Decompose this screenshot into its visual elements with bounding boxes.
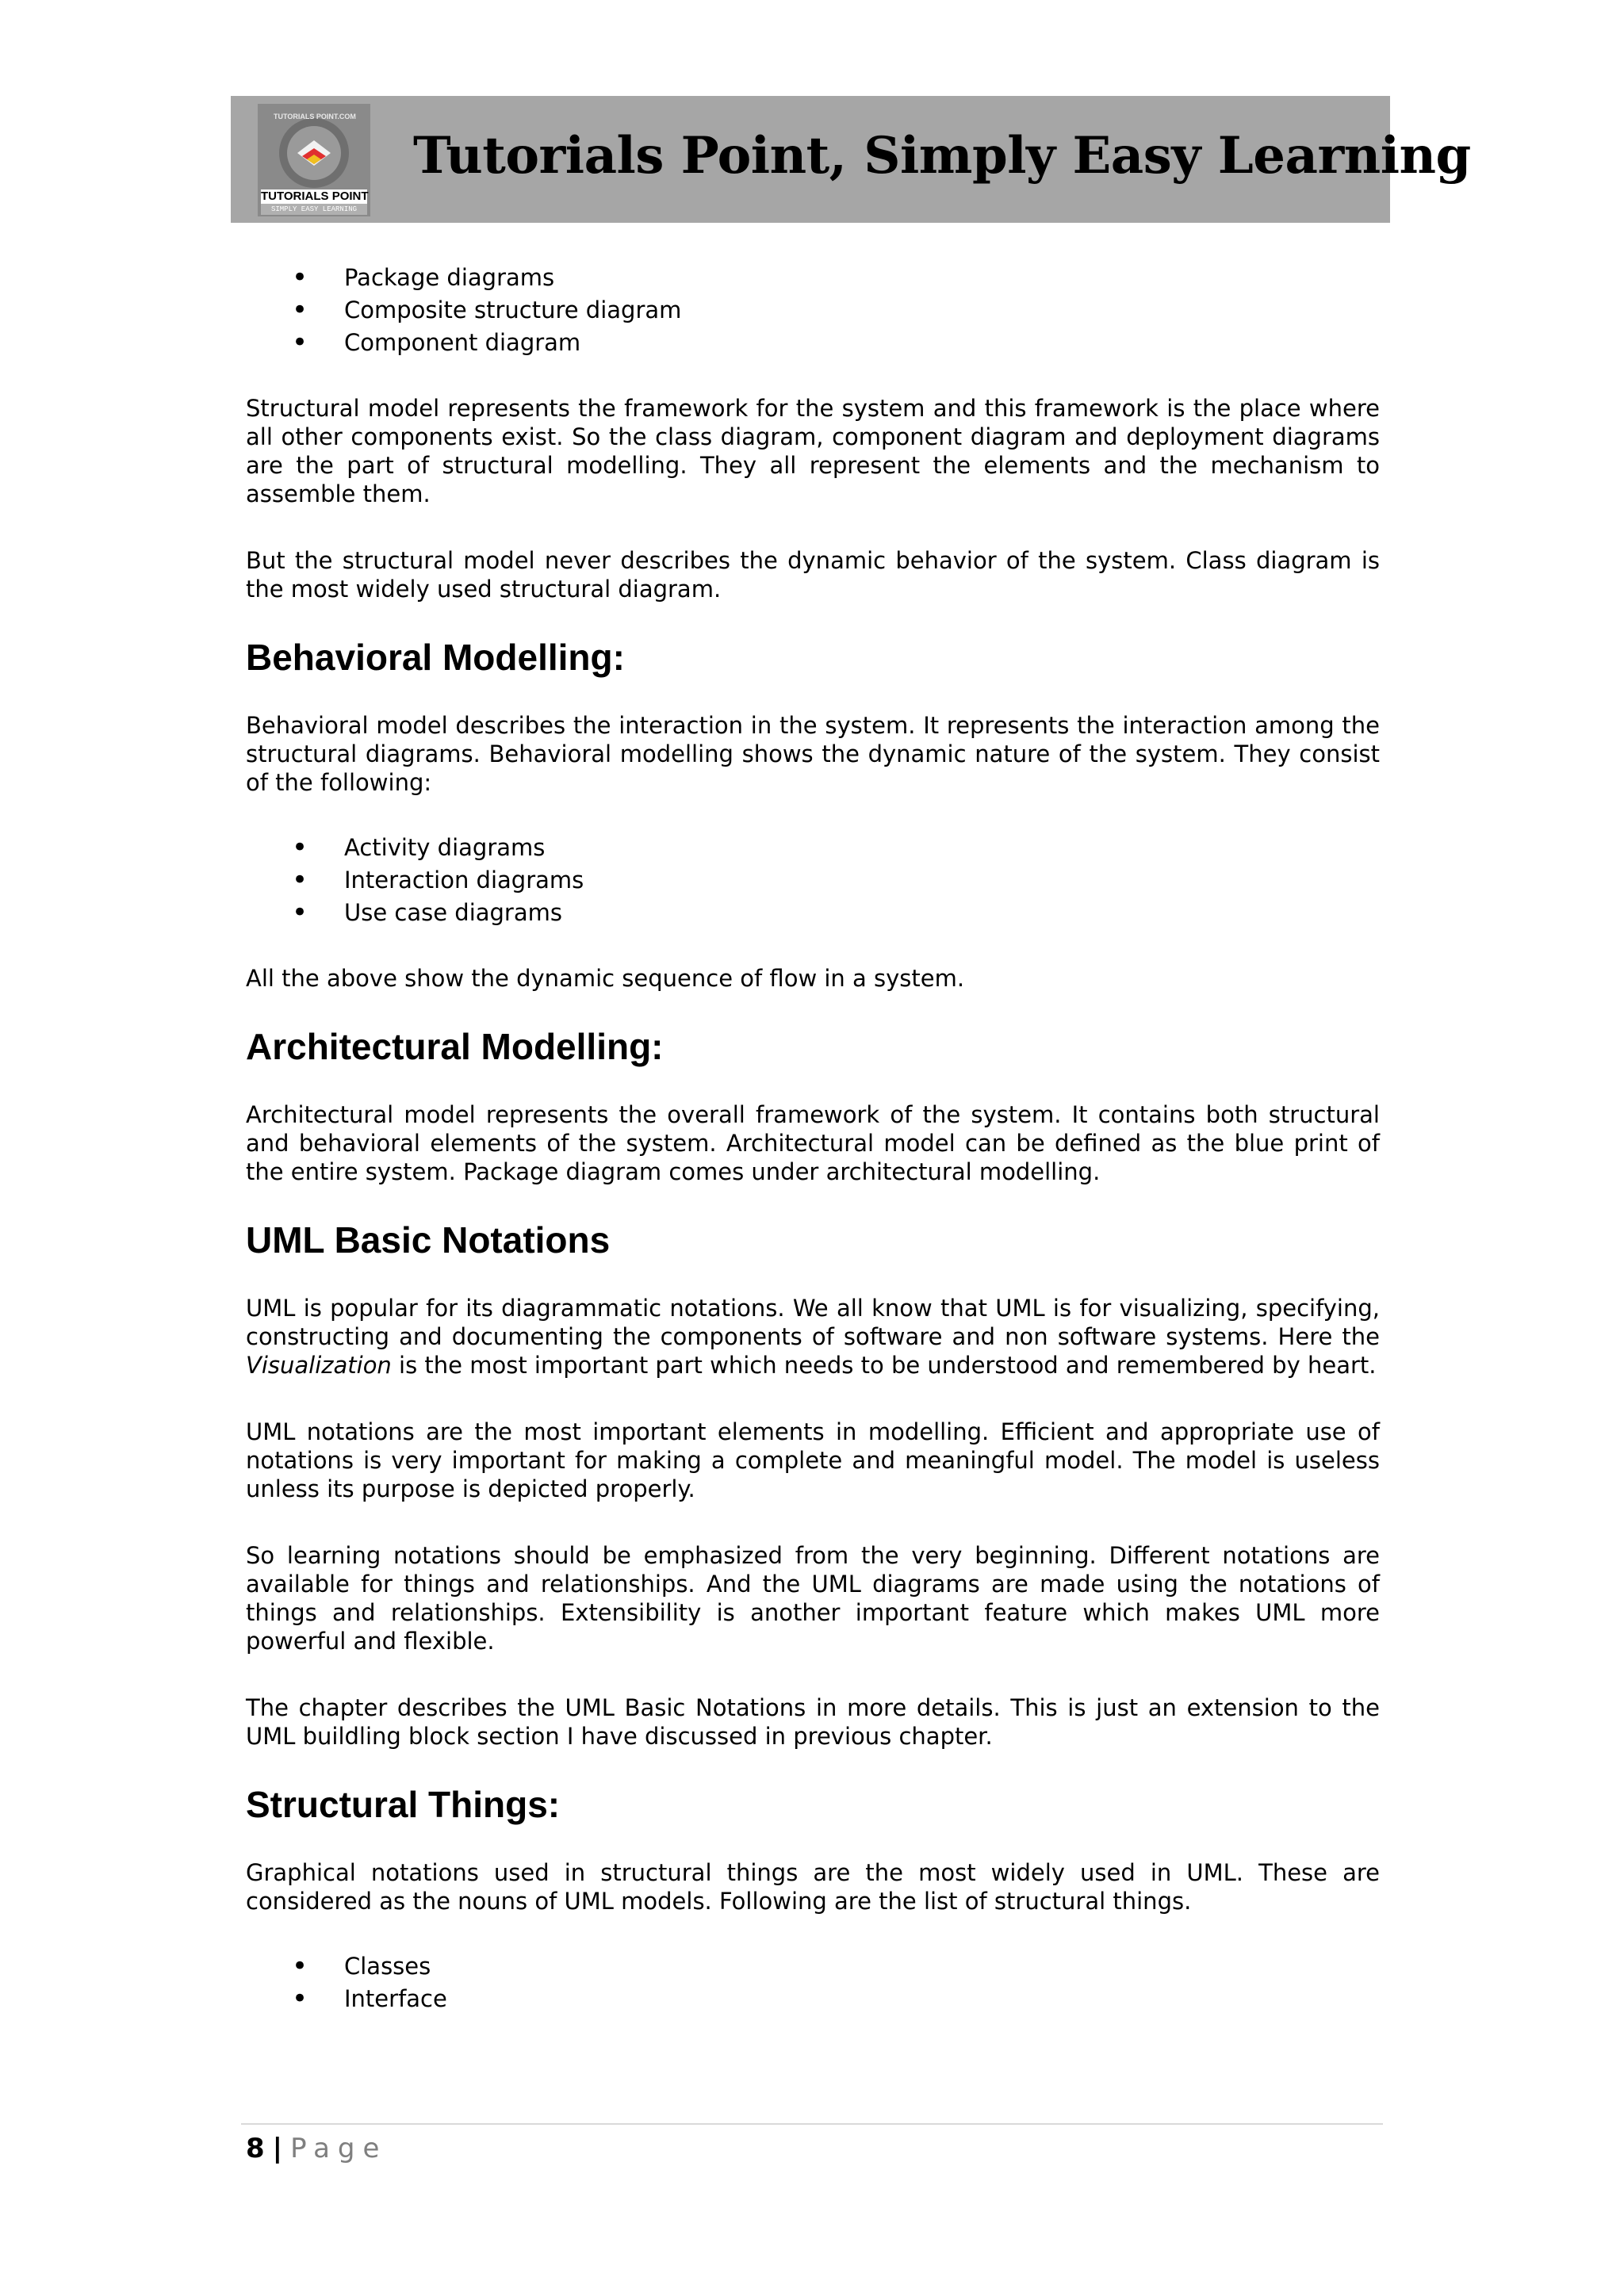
structural-things-heading: Structural Things: xyxy=(246,1784,561,1825)
behavioral-bullet-list xyxy=(246,832,1380,929)
header-title: Tutorials Point, Simply Easy Learning xyxy=(413,126,1471,186)
tutorials-point-logo xyxy=(258,104,370,216)
list-item: • Interaction diagrams xyxy=(246,864,1380,897)
notations-paragraph-2: UML notations are the most important elements in modelling. Efficient and appropriate use of notations is very important for making a complete and meaningful model. The model is useless unless its purpose is depicted properly. xyxy=(246,1418,1380,1502)
page-footer xyxy=(246,2131,387,2166)
page-label: Page xyxy=(290,2133,388,2164)
architectural-paragraph: Architectural model represents the overall framework of the system. It contains both structural and behavioral elements of the system. Architectural model can be defined as the blue print of the entire system. Package diagram comes under architectural modelling. xyxy=(246,1101,1380,1185)
notations-paragraph-3: So learning notations should be emphasized from the very beginning. Different notations are available for things and relationships. And the UML diagrams are made using the notations of things and relationships. Extensibility is another important feature which makes UML more powerful and flexible. xyxy=(246,1542,1380,1655)
visualization-emphasis: Visualization xyxy=(246,1352,392,1379)
page-number: 8 xyxy=(246,2133,265,2164)
architectural-heading: Architectural Modelling: xyxy=(246,1026,664,1067)
list-item: • Use case diagrams xyxy=(246,897,1380,929)
structural-things-bullet-list xyxy=(246,1950,1380,2015)
list-item: • Interface xyxy=(246,1983,1380,2015)
structural-model-paragraph: Structural model represents the framework for the system and this framework is the place where all other components exist. So the class diagram, component diagram and deployment diagrams are the part of structural modelling. They all represent the elements and the mechanism to assemble them. xyxy=(246,395,1380,507)
structural-dynamic-paragraph: But the structural model never describes the dynamic behavior of the system. Class diagram is the most widely used structural diagram. xyxy=(246,547,1380,603)
logo-text: TUTORIALS POINT xyxy=(261,189,369,203)
logo-arc-text: TUTORIALS POINT.COM xyxy=(274,113,356,121)
intro-bullet-list xyxy=(246,262,1380,359)
notations-heading: UML Basic Notations xyxy=(246,1219,611,1261)
notations-paragraph-1 xyxy=(246,1294,1380,1380)
behavioral-summary: All the above show the dynamic sequence of flow in a system. xyxy=(246,965,965,992)
list-item: • Package diagrams xyxy=(246,262,1380,294)
list-item: • Composite structure diagram xyxy=(246,294,1380,327)
notations-paragraph-4: The chapter describes the UML Basic Notations in more details. This is just an extension to the UML buildling block section I have discussed in previous chapter. xyxy=(246,1694,1380,1750)
behavioral-heading: Behavioral Modelling: xyxy=(246,637,625,678)
list-item: • Component diagram xyxy=(246,327,1380,359)
logo-tagline: SIMPLY EASY LEARNING xyxy=(270,205,358,213)
notations-p1-text-end: is the most important part which needs to be understood and remembered by heart. xyxy=(391,1352,1377,1379)
structural-things-paragraph: Graphical notations used in structural things are the most widely used in UML. These are considered as the nouns of UML models. Following are the list of structural things. xyxy=(246,1859,1380,1915)
page-header xyxy=(231,96,1471,223)
behavioral-paragraph: Behavioral model describes the interaction in the system. It represents the interaction among the structural diagrams. Behavioral modelling shows the dynamic nature of the system. They consist of the following: xyxy=(246,712,1380,796)
list-item: • Activity diagrams xyxy=(246,832,1380,864)
page-content xyxy=(246,262,1380,2015)
notations-p1-text: UML is popular for its diagrammatic notations. We all know that UML is for visualizing, specifying, constructing and documenting the components of software and non software systems. Here the xyxy=(246,1295,1380,1350)
footer-separator: | xyxy=(272,2133,283,2164)
footer-divider xyxy=(241,2123,1383,2125)
list-item: • Classes xyxy=(246,1950,1380,1983)
